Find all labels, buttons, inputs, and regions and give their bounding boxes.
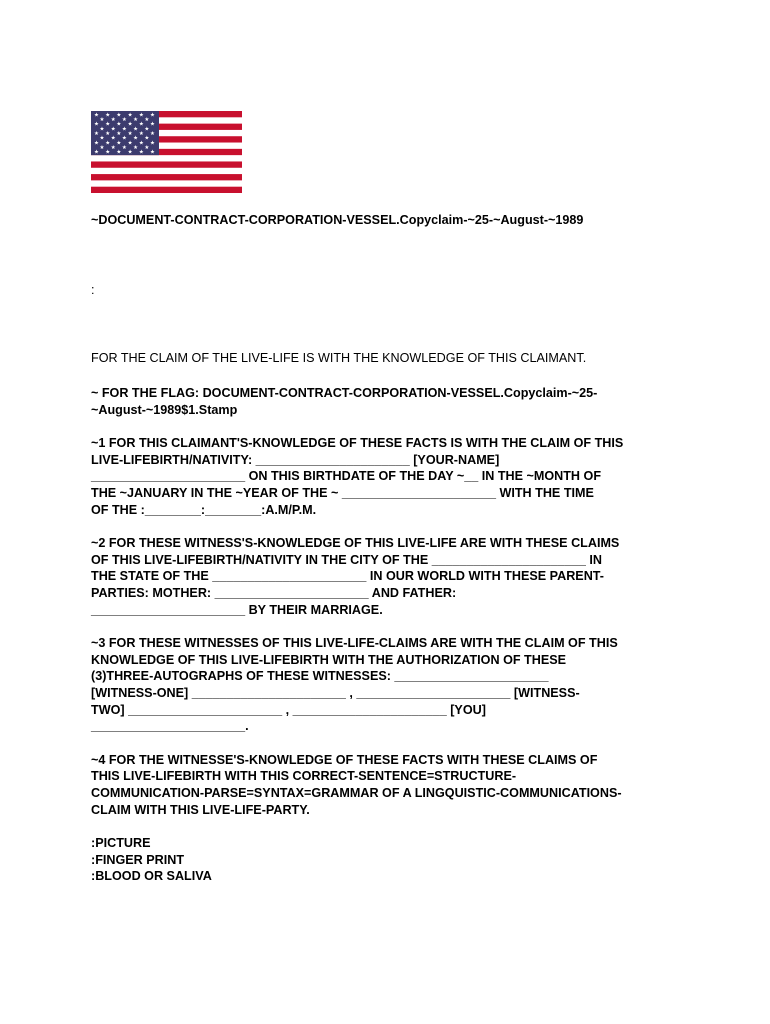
flag-star: ★ xyxy=(121,135,127,142)
intro-statement: FOR THE CLAIM OF THE LIVE-LIFE IS WITH THE KNOWLEDGE OF THIS CLAIMANT. xyxy=(91,351,587,365)
flag-star: ★ xyxy=(127,140,133,147)
flag-star: ★ xyxy=(105,130,111,137)
list-item-finger-print: :FINGER PRINT xyxy=(91,853,185,867)
flag-star: ★ xyxy=(110,116,116,123)
paragraph-3-line: ~3 FOR THESE WITNESSES OF THIS LIVE-LIFE-CLAIMS ARE WITH THE CLAIM OF THIS xyxy=(91,636,618,650)
flag-star: ★ xyxy=(116,121,122,128)
colon-marker: : xyxy=(91,283,95,297)
flag-star: ★ xyxy=(138,112,144,119)
flag-star: ★ xyxy=(105,112,111,119)
flag-star: ★ xyxy=(105,149,111,156)
flag-star: ★ xyxy=(121,144,127,151)
flag-star: ★ xyxy=(150,112,155,119)
paragraph-1-line: OF THE :________:________:A.M/P.M. xyxy=(91,503,317,517)
paragraph-3-line: KNOWLEDGE OF THIS LIVE-LIFEBIRTH WITH THE AUTHORIZATION OF THESE xyxy=(91,653,567,667)
flag-star: ★ xyxy=(133,135,139,142)
paragraph-1-line: ~1 FOR THIS CLAIMANT'S-KNOWLEDGE OF THESE FACTS IS WITH THE CLAIM OF THIS xyxy=(91,436,624,450)
flag-star: ★ xyxy=(105,140,111,147)
flag-star: ★ xyxy=(94,140,99,147)
flag-star: ★ xyxy=(127,121,133,128)
flag-star: ★ xyxy=(94,112,99,119)
flag-star: ★ xyxy=(94,149,99,156)
flag-star: ★ xyxy=(144,144,150,151)
flag-star: ★ xyxy=(133,116,139,123)
flag-star: ★ xyxy=(121,126,127,133)
flag-star: ★ xyxy=(133,144,139,151)
paragraph-3-line: ______________________. xyxy=(91,719,249,733)
paragraph-3-line: (3)THREE-AUTOGRAPHS OF THESE WITNESSES: ______________________ xyxy=(91,669,549,683)
flag-star: ★ xyxy=(138,130,144,137)
flag-star: ★ xyxy=(144,135,150,142)
flag-star: ★ xyxy=(121,116,127,123)
paragraph-4-line: CLAIM WITH THIS LIVE-LIFE-PARTY. xyxy=(91,803,310,817)
flag-star: ★ xyxy=(127,130,133,137)
list-item-blood-saliva: :BLOOD OR SALIVA xyxy=(91,869,212,883)
paragraph-4-line: ~4 FOR THE WITNESSE'S-KNOWLEDGE OF THESE FACTS WITH THESE CLAIMS OF xyxy=(91,753,598,767)
document-title: ~DOCUMENT-CONTRACT-CORPORATION-VESSEL.Copyclaim-~25-~August-~1989 xyxy=(91,213,584,227)
flag-stripe xyxy=(91,174,242,181)
flag-star: ★ xyxy=(116,112,122,119)
paragraph-2-line: OF THIS LIVE-LIFEBIRTH/NATIVITY IN THE CITY OF THE ______________________ IN xyxy=(91,553,602,567)
flag-star: ★ xyxy=(99,126,105,133)
paragraph-4-line: COMMUNICATION-PARSE=SYNTAX=GRAMMAR OF A LINGQUISTIC-COMMUNICATIONS- xyxy=(91,786,622,800)
flag-star: ★ xyxy=(133,126,139,133)
paragraph-1-line: LIVE-LIFEBIRTH/NATIVITY: ______________________ [YOUR-NAME] xyxy=(91,453,500,467)
list-item-picture: :PICTURE xyxy=(91,836,151,850)
flag-stripe xyxy=(91,155,242,162)
flag-star: ★ xyxy=(116,140,122,147)
flag-stripe xyxy=(91,168,242,175)
flag-paragraph-line: ~ FOR THE FLAG: DOCUMENT-CONTRACT-CORPORATION-VESSEL.Copyclaim-~25- xyxy=(91,386,598,400)
flag-star: ★ xyxy=(110,126,116,133)
paragraph-3-line: TWO] ______________________ , ______________________ [YOU] xyxy=(91,703,486,717)
flag-star: ★ xyxy=(150,130,155,137)
flag-star: ★ xyxy=(138,140,144,147)
flag-star: ★ xyxy=(116,130,122,137)
flag-star: ★ xyxy=(138,149,144,156)
paragraph-3-line: [WITNESS-ONE] ______________________ , ______________________ [WITNESS- xyxy=(91,686,580,700)
flag-star: ★ xyxy=(110,144,116,151)
flag-star: ★ xyxy=(150,140,155,147)
paragraph-2-line: ~2 FOR THESE WITNESS'S-KNOWLEDGE OF THIS LIVE-LIFE ARE WITH THESE CLAIMS xyxy=(91,536,620,550)
flag-star: ★ xyxy=(94,121,99,128)
flag-star: ★ xyxy=(99,135,105,142)
flag-star: ★ xyxy=(138,121,144,128)
flag-star: ★ xyxy=(144,116,150,123)
flag-paragraph-line: ~August-~1989$1.Stamp xyxy=(91,403,238,417)
flag-star: ★ xyxy=(99,144,105,151)
flag-stripe xyxy=(91,187,242,193)
flag-star: ★ xyxy=(150,149,155,156)
paragraph-2-line: ______________________ BY THEIR MARRIAGE. xyxy=(91,603,383,617)
flag-star: ★ xyxy=(127,149,133,156)
flag-stripe xyxy=(91,180,242,187)
flag-star: ★ xyxy=(144,126,150,133)
flag-star: ★ xyxy=(127,112,133,119)
flag-star: ★ xyxy=(105,121,111,128)
paragraph-1-line: ______________________ ON THIS BIRTHDATE OF THE DAY ~__ IN THE ~MONTH OF xyxy=(91,469,602,483)
paragraph-2-line: THE STATE OF THE ______________________ IN OUR WORLD WITH THESE PARENT- xyxy=(91,569,604,583)
flag-star: ★ xyxy=(99,116,105,123)
flag-stripe xyxy=(91,161,242,168)
flag-star: ★ xyxy=(110,135,116,142)
paragraph-4-line: THIS LIVE-LIFEBIRTH WITH THIS CORRECT-SENTENCE=STRUCTURE- xyxy=(91,769,517,783)
paragraph-1-line: THE ~JANUARY IN THE ~YEAR OF THE ~ ______________________ WITH THE TIME xyxy=(91,486,594,500)
paragraph-2-line: PARTIES: MOTHER: ______________________ AND FATHER: xyxy=(91,586,457,600)
flag-star: ★ xyxy=(94,130,99,137)
flag-star: ★ xyxy=(116,149,122,156)
us-flag-icon xyxy=(91,111,242,193)
flag-star: ★ xyxy=(150,121,155,128)
